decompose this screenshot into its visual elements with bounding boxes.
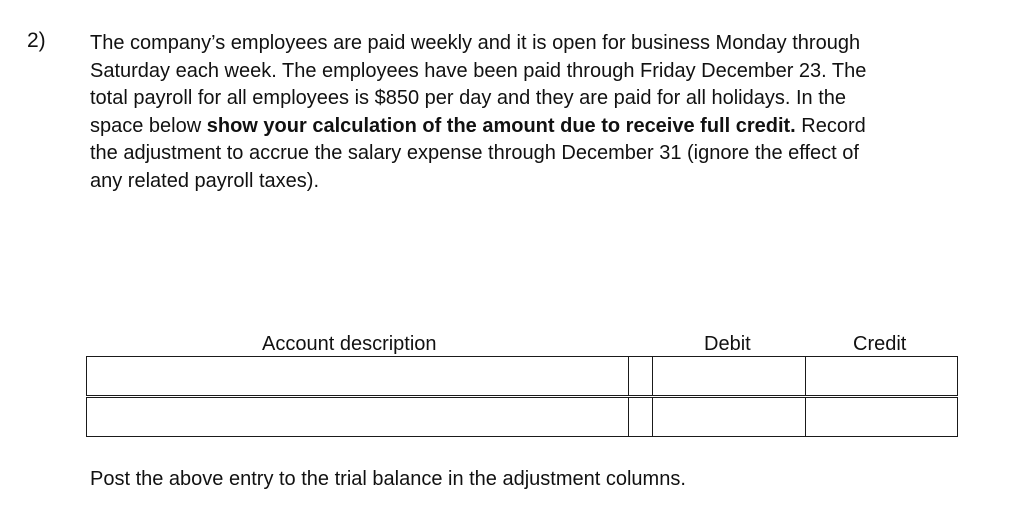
debit-cell[interactable] — [653, 357, 806, 395]
journal-row — [86, 397, 958, 437]
indent-cell — [629, 398, 653, 436]
journal-entry-table — [86, 356, 958, 437]
credit-cell[interactable] — [806, 398, 956, 436]
question-line: The company’s employees are paid weekly and it is open for business Monday through — [90, 32, 861, 54]
question-line: Saturday each week. The employees have been paid through Friday December 23. The — [90, 59, 867, 82]
question-text — [90, 30, 970, 196]
account-description-cell[interactable] — [87, 357, 629, 395]
journal-row — [86, 356, 958, 396]
question-line: any related payroll taxes). — [90, 169, 320, 192]
post-entry-instruction: Post the above entry to the trial balance in the adjustment columns. — [90, 468, 686, 490]
credit-header: Credit — [853, 333, 907, 355]
emphasis-text: show your calculation of the amount due to receive full credit. — [206, 114, 796, 137]
question-number: 2) — [27, 29, 46, 52]
indent-cell — [629, 357, 653, 395]
question-line: the adjustment to accrue the salary expense through December 31 (ignore the effect of — [90, 142, 859, 165]
debit-header: Debit — [704, 333, 751, 355]
question-line: space below show your calculation of the amount due to receive full credit. Record — [90, 114, 866, 137]
credit-cell[interactable] — [806, 357, 956, 395]
question-line: total payroll for all employees is $850 per day and they are paid for all holidays. In the — [90, 87, 846, 110]
account-description-header: Account description — [262, 333, 437, 355]
debit-cell[interactable] — [653, 398, 806, 436]
account-description-cell[interactable] — [87, 398, 629, 436]
